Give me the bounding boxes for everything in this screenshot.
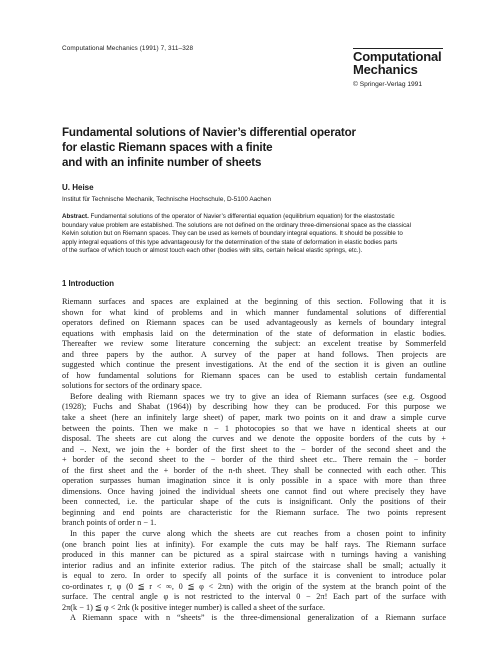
body-line: of how fundamental solutions for Riemann spaces can be used to establish certain fundamental xyxy=(62,370,446,380)
body-line: equations with emphasis laid on the determination of the state of deformation in elastic bodies. xyxy=(62,328,446,338)
abstract-line: of the surface of which touch or almost touch each other (bodies with slits, certain helical elastic springs, etc.). xyxy=(62,247,363,255)
body-line: beginning and end points are characteristic for the Riemann surface. The two points represent xyxy=(62,507,446,517)
abstract-line: boundary value problem are established. The solutions are not defined on the ordinary three-dimensional space as the classical xyxy=(62,221,412,229)
body-line: interior radius and an infinite exterior radius. The pitch of the staircase shall be small; actually it xyxy=(62,560,446,570)
body-line: suggested which continue the present investigations. At the end of the section it is given an outline xyxy=(62,360,446,370)
body-line: + border of the second sheet to the − border of the third sheet etc.. There remain the − border xyxy=(62,455,446,465)
body-line: shown for what kind of problems and in which manner fundamental solutions of differential xyxy=(62,307,446,317)
body-line: A Riemann space with n “sheets” is the three-dimensional generalization of a Riemann surface xyxy=(70,613,446,623)
body-line: surface. The central angle φ is not restricted to the interval 0 − 2π! Each part of the surface with xyxy=(62,592,446,602)
abstract-text: Fundamental solutions of the operator of Navier’s differential equation (equilibrium equation) for the elastostatic xyxy=(88,213,395,220)
section-heading: 1 Introduction xyxy=(62,279,114,288)
title-line: for elastic Riemann spaces with a finite xyxy=(62,141,273,154)
abstract-line xyxy=(62,213,447,222)
body-line: dimensions. Once having joined the individual sheets one cannot find out where precisely they have xyxy=(62,486,446,496)
article-title xyxy=(62,125,442,170)
title-line: and with an infinite number of sheets xyxy=(62,156,262,169)
body-line: and three papers by the author. A survey of the paper at hand follows. Then projects are xyxy=(62,349,446,359)
copyright-notice: © Springer-Verlag 1991 xyxy=(353,81,423,88)
body-line: (1928); Fuchs and Shabat (1964)) by describing how they can be produced. For this purpose we xyxy=(62,402,446,412)
introduction-body xyxy=(62,297,446,624)
journal-reference: Computational Mechanics (1991) 7, 311–328 xyxy=(62,45,194,52)
body-line: co-ordinates r, φ (0 ≦ r < ∞, 0 ≦ φ < 2πn) with the origin of the system at the branch point of the xyxy=(62,581,446,591)
body-line: disposal. The sheets are cut along the curves and we denote the opposite borders of the cuts by + xyxy=(62,434,446,444)
body-line: Thereafter we review some literature concerning the subject: an excelent treatise by Sommerfeld xyxy=(62,339,446,349)
journal-masthead xyxy=(353,50,443,88)
journal-name-line-1: Computational xyxy=(353,49,442,64)
journal-name-line-2: Mechanics xyxy=(353,62,418,77)
body-line: been connected, i.e. the particular shape of the cuts is insignificant. Only the positions of their xyxy=(62,497,446,507)
body-line: and −. Next, we join the + border of the first sheet to the − border of the second sheet and the xyxy=(62,444,446,454)
author-affiliation: Institut für Technische Mechanik, Technische Hochschule, D-5100 Aachen xyxy=(62,196,271,203)
body-line: between the points. Then we make n − 1 photocopies so that we have n identical sheets at our xyxy=(62,423,446,433)
body-line: is equal to zero. In order to specify all points of the surface it is convenient to introduce polar xyxy=(62,571,446,581)
body-line: 2π(k − 1) ≦ φ < 2πk (k positive integer number) is called a sheet of the surface. xyxy=(62,602,325,612)
abstract-label: Abstract. xyxy=(62,213,89,220)
abstract xyxy=(62,213,447,256)
body-line: take a sheet (here an infinitely large sheet) of paper, mark two points on it and draw a simple curve xyxy=(62,413,446,423)
title-line: Fundamental solutions of Navier’s differential operator xyxy=(62,126,356,139)
body-line: Riemann surfaces and spaces are explained at the beginning of this section. Following that it is xyxy=(62,297,446,306)
body-line: solutions for sectors of the ordinary space. xyxy=(62,381,202,391)
body-line: Before dealing with Riemann spaces we try to give an idea of Riemann surfaces (see e.g. Osgood xyxy=(70,391,446,401)
body-line: of the first sheet and the + border of the n-th sheet. They shall be connected with each other. This xyxy=(62,465,446,475)
body-line: operation surpasses human imagination since it is only possible in a space with more than three xyxy=(62,476,446,486)
body-line: produced in this manner can be pictured as a spiral staircase with n turnings having a vanishing xyxy=(62,550,446,560)
abstract-line: Kelvin solution but on Riemann spaces. They can be used as kernels of boundary integral equations. It should be possible to xyxy=(62,230,403,238)
abstract-line: apply integral equations of this type advantageously for the determination of the state of deformation in elastic bodies parts xyxy=(62,238,398,246)
author-name: U. Heise xyxy=(62,183,94,192)
body-line: In this paper the curve along which the sheets are cut reaches from a chosen point to infinity xyxy=(70,529,446,539)
body-line: operators defined on Riemann spaces can be used advantageously as kernels of boundary integral xyxy=(62,318,446,328)
body-line: (one branch point lies at infinity). For example the cuts may be half rays. The Riemann surface xyxy=(62,539,446,549)
body-line: branch points of order n − 1. xyxy=(62,518,157,528)
